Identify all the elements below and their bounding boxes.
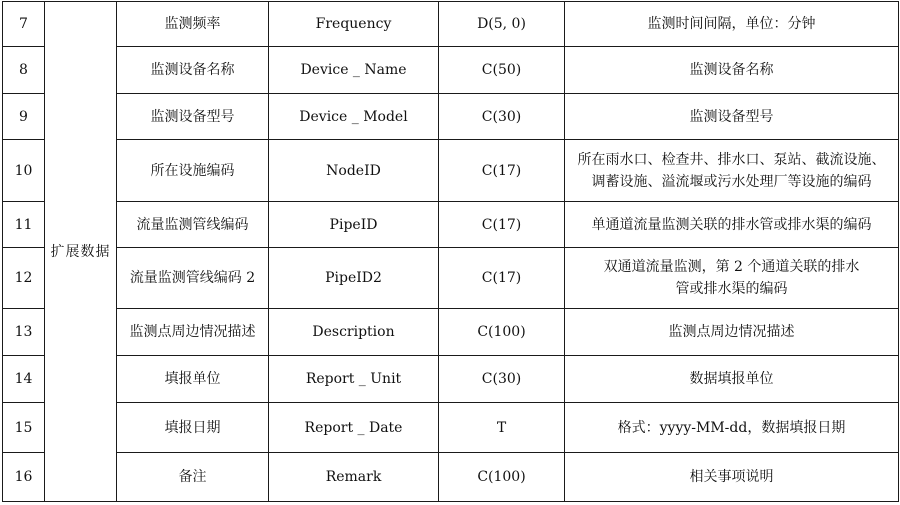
description-line: 格式：yyyy-MM-dd，数据填报日期 (617, 419, 846, 436)
row-number: 9 (3, 94, 45, 140)
field-type: T (439, 403, 565, 453)
field-name-en: Report _ Unit (269, 356, 439, 403)
field-type: C(30) (439, 356, 565, 403)
row-number: 8 (3, 47, 45, 94)
field-name-en: Device _ Name (269, 47, 439, 94)
field-name-cn: 填报日期 (117, 403, 269, 453)
field-name-en: Device _ Model (269, 94, 439, 140)
description-line: 数据填报单位 (689, 371, 774, 387)
row-number: 10 (3, 140, 45, 202)
field-description (565, 453, 899, 502)
field-type: C(17) (439, 202, 565, 248)
table-row (3, 94, 899, 140)
field-name-cn: 监测频率 (117, 2, 269, 47)
description-line: 调蓄设施、溢流堰或污水处理厂等设施的编码 (591, 173, 872, 190)
description-line: 双通道流量监测，第 2 个通道关联的排水 (603, 259, 860, 275)
description-line: 单通道流量监测关联的排水管或排水渠的编码 (591, 216, 872, 233)
field-name-en: Remark (269, 453, 439, 502)
table-row (3, 248, 899, 309)
field-description (565, 356, 899, 403)
field-name-en: PipeID (269, 202, 439, 248)
description-line: 监测设备型号 (689, 108, 774, 125)
field-spec-table (2, 1, 899, 502)
group-label: 扩展数据 (45, 2, 117, 502)
row-number: 14 (3, 356, 45, 403)
table-row (3, 47, 899, 94)
field-name-cn: 填报单位 (117, 356, 269, 403)
field-name-cn: 流量监测管线编码 2 (117, 248, 269, 309)
table-row (3, 403, 899, 453)
description-line: 监测时间间隔，单位：分钟 (647, 16, 816, 32)
field-description (565, 202, 899, 248)
field-description (565, 47, 899, 94)
row-number: 7 (3, 2, 45, 47)
description-line: 所在雨水口、检查井、排水口、泵站、截流设施、 (577, 151, 886, 168)
field-description (565, 140, 899, 202)
field-name-en: Report _ Date (269, 403, 439, 453)
field-name-en: Description (269, 309, 439, 356)
field-name-cn: 监测点周边情况描述 (117, 309, 269, 356)
table-row (3, 140, 899, 202)
field-name-cn: 流量监测管线编码 (117, 202, 269, 248)
description-line: 相关事项说明 (689, 469, 774, 485)
field-type: C(30) (439, 94, 565, 140)
table-row (3, 202, 899, 248)
field-description (565, 403, 899, 453)
table-row (3, 356, 899, 403)
field-type: C(100) (439, 453, 565, 502)
row-number: 15 (3, 403, 45, 453)
description-line: 监测设备名称 (689, 62, 774, 78)
row-number: 16 (3, 453, 45, 502)
field-name-cn: 监测设备型号 (117, 94, 269, 140)
field-name-en: Frequency (269, 2, 439, 47)
description-line: 管或排水渠的编码 (675, 281, 788, 297)
field-type: C(50) (439, 47, 565, 94)
row-number: 13 (3, 309, 45, 356)
field-type: D(5, 0) (439, 2, 565, 47)
row-number: 12 (3, 248, 45, 309)
field-name-cn: 备注 (117, 453, 269, 502)
field-type: C(100) (439, 309, 565, 356)
table-row (3, 309, 899, 356)
field-type: C(17) (439, 248, 565, 309)
table-row (3, 453, 899, 502)
field-name-en: PipeID2 (269, 248, 439, 309)
field-description (565, 248, 899, 309)
field-description (565, 309, 899, 356)
field-type: C(17) (439, 140, 565, 202)
field-description (565, 94, 899, 140)
field-name-cn: 所在设施编码 (117, 140, 269, 202)
row-number: 11 (3, 202, 45, 248)
table-row (3, 2, 899, 47)
field-name-en: NodeID (269, 140, 439, 202)
description-line: 监测点周边情况描述 (668, 324, 795, 340)
field-description (565, 2, 899, 47)
field-name-cn: 监测设备名称 (117, 47, 269, 94)
